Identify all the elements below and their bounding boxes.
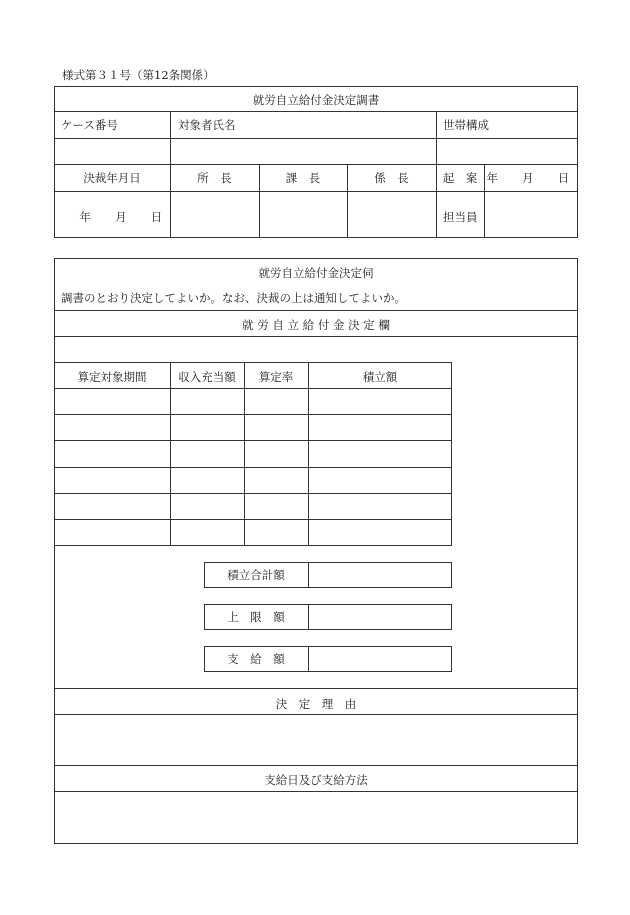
divider [54,414,452,415]
divider [54,388,452,389]
total-field[interactable] [309,563,451,587]
inquiry-title: 就労自立給付金決定伺 [258,266,374,280]
survey-title: 就労自立給付金決定調書 [252,93,380,107]
header-accumulation: 積立額 [362,370,398,384]
household-field[interactable] [437,139,578,164]
person-in-charge-label: 担当員 [443,210,478,224]
case-number-label: ケース番号 [61,118,118,132]
drafting-date[interactable]: 年 月 日 [486,171,576,185]
divider [54,493,452,494]
decision-section-title: 就 労 自 立 給 付 金 決 定 欄 [242,318,390,332]
payment-label: 支 給 額 [227,652,285,666]
section-chief-label: 課 長 [285,171,321,185]
divider [54,467,452,468]
divider [54,310,578,311]
payment-method-title: 支給日及び支給方法 [264,773,368,787]
header-rate: 算定率 [258,370,294,384]
divider [54,519,452,520]
divider [54,440,452,441]
director-label: 所 長 [197,171,232,185]
limit-label: 上 限 額 [227,610,285,624]
decision-date-label: 決裁年月日 [83,171,141,185]
section-chief-seal-field[interactable] [260,192,347,237]
divider [54,111,578,112]
divider [54,164,578,165]
divider [54,336,578,337]
payment-method-field[interactable] [55,792,577,843]
subsection-chief-label: 係 長 [374,171,409,185]
reason-field[interactable] [55,715,577,764]
payment-field[interactable] [309,647,451,671]
person-in-charge-field[interactable] [485,192,577,237]
subject-name-label: 対象者氏名 [178,118,236,132]
reason-title: 決 定 理 由 [275,697,357,711]
header-period: 算定対象期間 [77,370,147,384]
household-label: 世帯構成 [443,118,489,132]
subsection-chief-seal-field[interactable] [348,192,436,237]
subject-name-field[interactable] [171,139,436,164]
form-number: 様式第３１号（第12条関係） [62,68,215,82]
director-seal-field[interactable] [171,192,259,237]
header-income: 収入充当額 [178,370,236,384]
decision-date-value[interactable]: 年 月 日 [79,210,169,224]
divider [54,688,578,689]
case-number-field[interactable] [54,139,170,164]
divider [54,765,578,766]
total-label: 積立合計額 [227,568,285,582]
inquiry-text: 調書のとおり決定してよいか。なお、決裁の上は通知してよいか。 [61,291,406,305]
drafting-label: 起 案 [442,171,478,185]
limit-field[interactable] [309,605,451,629]
